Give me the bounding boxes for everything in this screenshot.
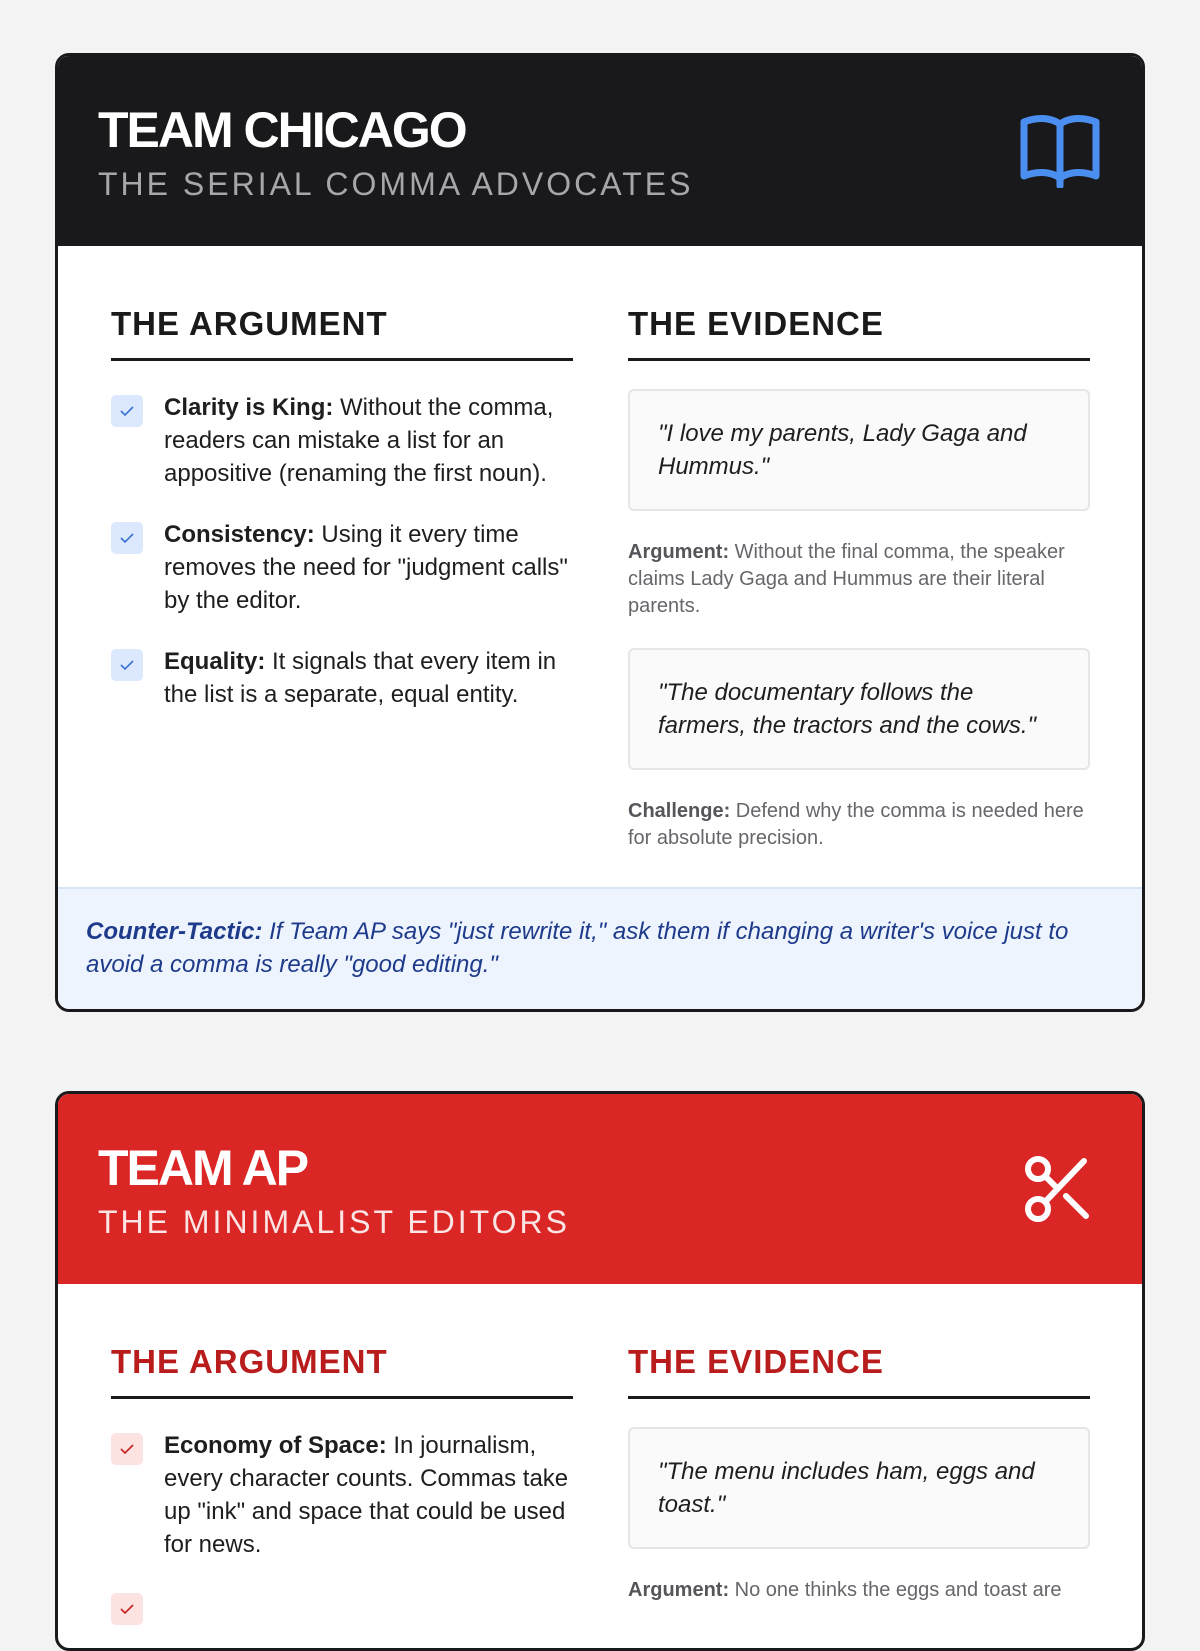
evidence-note-text: No one thinks the eggs and toast are bbox=[729, 1579, 1062, 1601]
argument-text bbox=[164, 645, 573, 711]
evidence-note bbox=[628, 539, 1090, 620]
evidence-column bbox=[628, 304, 1090, 852]
counter-tactic-text: If Team AP says "just rewrite it," ask them if changing a writer's voice just to avoid a comma is really "good editing." bbox=[86, 918, 1069, 978]
argument-column bbox=[111, 304, 573, 739]
argument-label: Equality: bbox=[164, 648, 266, 675]
team-ap-card bbox=[55, 1091, 1145, 1651]
argument-list bbox=[111, 1429, 573, 1625]
team-chicago-card bbox=[55, 53, 1145, 1012]
evidence-note-text: Without the final comma, the speaker claims Lady Gaga and Hummus are their literal parents. bbox=[628, 541, 1065, 617]
card-header bbox=[58, 56, 1142, 246]
argument-body: Without the comma, readers can mistake a list for an appositive (renaming the first noun). bbox=[164, 394, 554, 487]
card-body bbox=[58, 1284, 1142, 1651]
counter-tactic bbox=[58, 887, 1142, 1009]
evidence-heading: THE EVIDENCE bbox=[628, 304, 1090, 361]
evidence-quote: "I love my parents, Lady Gaga and Hummus." bbox=[628, 389, 1090, 511]
team-title: TEAM CHICAGO bbox=[98, 102, 466, 158]
open-book-icon bbox=[1018, 114, 1102, 188]
evidence-note-text: Defend why the comma is needed here for absolute precision. bbox=[628, 800, 1084, 849]
checkmark-icon bbox=[111, 649, 143, 681]
argument-text bbox=[164, 518, 573, 617]
checkmark-icon bbox=[111, 522, 143, 554]
argument-body: Using it every time removes the need for "judgment calls" by the editor. bbox=[164, 521, 568, 614]
argument-list bbox=[111, 391, 573, 711]
list-item bbox=[111, 391, 573, 490]
evidence-heading: THE EVIDENCE bbox=[628, 1342, 1090, 1399]
evidence-quote: "The menu includes ham, eggs and toast." bbox=[628, 1427, 1090, 1549]
evidence-quote: "The documentary follows the farmers, the tractors and the cows." bbox=[628, 648, 1090, 770]
argument-body: It signals that every item in the list is a separate, equal entity. bbox=[164, 648, 557, 708]
team-subtitle: THE SERIAL COMMA ADVOCATES bbox=[98, 166, 694, 202]
checkmark-icon bbox=[111, 395, 143, 427]
evidence-column bbox=[628, 1342, 1090, 1604]
argument-label: Clarity is King: bbox=[164, 394, 334, 421]
checkmark-icon bbox=[111, 1593, 143, 1625]
argument-text bbox=[164, 1429, 573, 1561]
argument-label: Economy of Space: bbox=[164, 1432, 387, 1459]
list-item bbox=[111, 645, 573, 711]
card-body bbox=[58, 246, 1142, 891]
evidence-note-label: Argument: bbox=[628, 541, 730, 563]
argument-body: In journalism, every character counts. Commas take up "ink" and space that could be used for news. bbox=[164, 1432, 569, 1558]
list-item bbox=[111, 1589, 573, 1625]
argument-column bbox=[111, 1342, 573, 1651]
evidence-note bbox=[628, 798, 1090, 852]
argument-text bbox=[164, 391, 573, 490]
card-header bbox=[58, 1094, 1142, 1284]
evidence-note-label: Challenge: bbox=[628, 800, 731, 822]
list-item bbox=[111, 518, 573, 617]
team-subtitle: THE MINIMALIST EDITORS bbox=[98, 1204, 570, 1240]
checkmark-icon bbox=[111, 1433, 143, 1465]
list-item bbox=[111, 1429, 573, 1561]
evidence-note-label: Argument: bbox=[628, 1579, 730, 1601]
argument-heading: THE ARGUMENT bbox=[111, 304, 573, 361]
team-title: TEAM AP bbox=[98, 1140, 308, 1196]
counter-tactic-label: Counter-Tactic: bbox=[86, 918, 263, 945]
argument-label: Consistency: bbox=[164, 521, 315, 548]
scissors-icon bbox=[1018, 1152, 1102, 1226]
argument-heading: THE ARGUMENT bbox=[111, 1342, 573, 1399]
